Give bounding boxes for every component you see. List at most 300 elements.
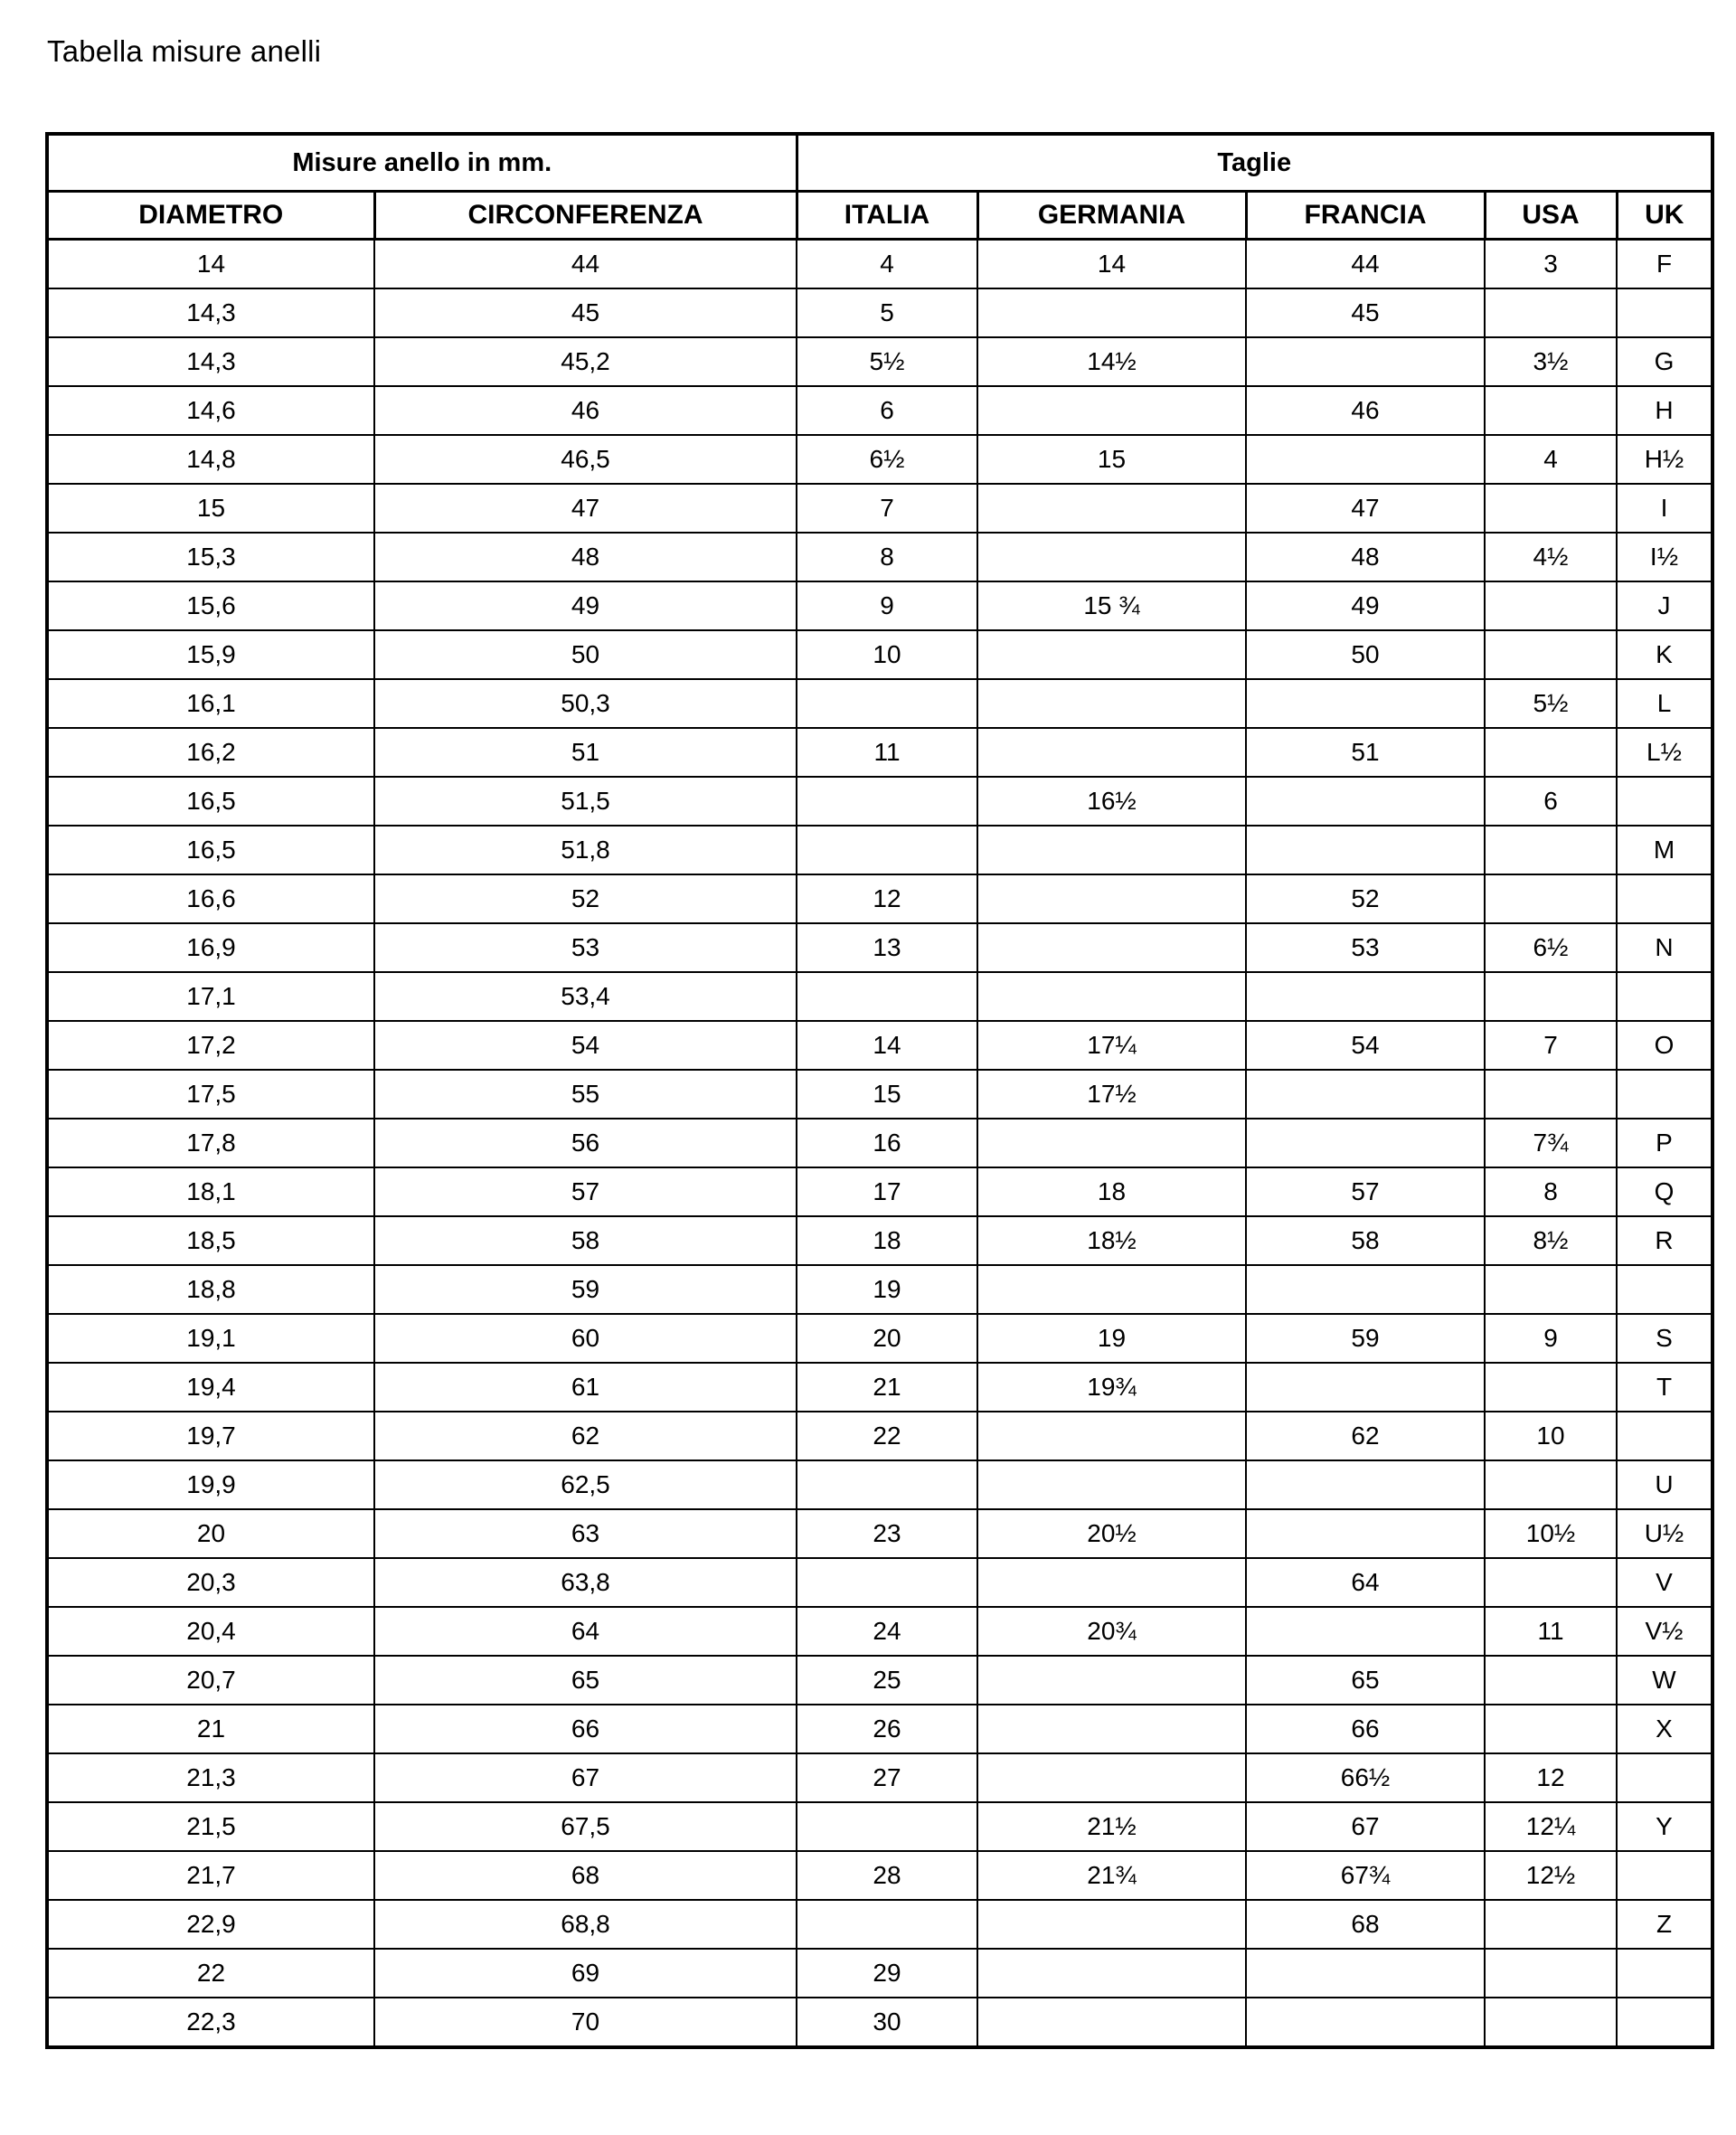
- table-cell: [1246, 1265, 1485, 1314]
- table-cell: 45,2: [374, 337, 797, 386]
- table-row: [47, 288, 1712, 337]
- table-cell: 15,6: [47, 581, 374, 630]
- table-cell: 22: [797, 1412, 977, 1460]
- table-cell: [1246, 1949, 1485, 1998]
- table-cell: 45: [1246, 288, 1485, 337]
- table-cell: 6: [1485, 777, 1617, 826]
- table-cell: K: [1617, 630, 1712, 679]
- table-cell: 67¾: [1246, 1851, 1485, 1900]
- table-cell: [1617, 1265, 1712, 1314]
- table-cell: 67: [1246, 1802, 1485, 1851]
- table-cell: I: [1617, 484, 1712, 533]
- table-cell: 20½: [977, 1509, 1246, 1558]
- table-cell: 15: [47, 484, 374, 533]
- table-row: [47, 630, 1712, 679]
- table-cell: [1617, 1998, 1712, 2047]
- table-cell: [1246, 1607, 1485, 1656]
- ring-size-table: [45, 132, 1714, 2049]
- table-cell: 16,5: [47, 826, 374, 874]
- table-row: [47, 1363, 1712, 1412]
- table-cell: 50,3: [374, 679, 797, 728]
- table-cell: W: [1617, 1656, 1712, 1705]
- table-cell: H½: [1617, 435, 1712, 484]
- table-cell: [977, 874, 1246, 923]
- table-cell: [797, 1558, 977, 1607]
- table-cell: 14½: [977, 337, 1246, 386]
- table-cell: 24: [797, 1607, 977, 1656]
- table-cell: 49: [1246, 581, 1485, 630]
- table-cell: 60: [374, 1314, 797, 1363]
- table-cell: 15 ¾: [977, 581, 1246, 630]
- table-cell: [1246, 1119, 1485, 1167]
- table-cell: X: [1617, 1705, 1712, 1753]
- table-cell: 15,3: [47, 533, 374, 581]
- table-cell: [977, 826, 1246, 874]
- table-cell: 22,3: [47, 1998, 374, 2047]
- table-cell: 18,5: [47, 1216, 374, 1265]
- table-cell: 67,5: [374, 1802, 797, 1851]
- table-cell: [1485, 1705, 1617, 1753]
- table-cell: [1246, 777, 1485, 826]
- table-cell: [977, 630, 1246, 679]
- table-cell: Z: [1617, 1900, 1712, 1949]
- table-row: [47, 1705, 1712, 1753]
- table-cell: 9: [797, 581, 977, 630]
- table-cell: 14: [977, 240, 1246, 289]
- table-cell: [1485, 1949, 1617, 1998]
- table-cell: 16,6: [47, 874, 374, 923]
- table-cell: 19: [977, 1314, 1246, 1363]
- table-cell: 6½: [1485, 923, 1617, 972]
- table-cell: 68: [374, 1851, 797, 1900]
- table-cell: 29: [797, 1949, 977, 1998]
- table-cell: 21,7: [47, 1851, 374, 1900]
- table-row: [47, 1119, 1712, 1167]
- column-header-uk: UK: [1617, 192, 1712, 240]
- table-row: [47, 1167, 1712, 1216]
- table-cell: [1617, 1753, 1712, 1802]
- table-cell: [1246, 972, 1485, 1021]
- table-cell: 57: [1246, 1167, 1485, 1216]
- table-cell: 21¾: [977, 1851, 1246, 1900]
- table-row: [47, 1949, 1712, 1998]
- column-header-diametro: DIAMETRO: [47, 192, 374, 240]
- table-cell: [977, 1460, 1246, 1509]
- table-cell: 23: [797, 1509, 977, 1558]
- table-cell: [1485, 630, 1617, 679]
- table-cell: 17½: [977, 1070, 1246, 1119]
- table-row: [47, 386, 1712, 435]
- table-cell: 16,1: [47, 679, 374, 728]
- table-cell: 18,1: [47, 1167, 374, 1216]
- table-cell: [977, 1558, 1246, 1607]
- group-header-misure-mm: Misure anello in mm.: [47, 134, 797, 192]
- table-cell: [1617, 777, 1712, 826]
- table-cell: [977, 1900, 1246, 1949]
- table-cell: 45: [374, 288, 797, 337]
- table-cell: [1617, 874, 1712, 923]
- table-cell: L: [1617, 679, 1712, 728]
- table-cell: [1617, 1851, 1712, 1900]
- table-cell: [977, 923, 1246, 972]
- table-cell: 44: [374, 240, 797, 289]
- table-cell: 62,5: [374, 1460, 797, 1509]
- table-cell: [1246, 1460, 1485, 1509]
- table-row: [47, 581, 1712, 630]
- table-cell: [797, 972, 977, 1021]
- table-cell: J: [1617, 581, 1712, 630]
- table-cell: 15,9: [47, 630, 374, 679]
- table-cell: 14,8: [47, 435, 374, 484]
- table-cell: [797, 777, 977, 826]
- table-cell: 8½: [1485, 1216, 1617, 1265]
- table-cell: 16,5: [47, 777, 374, 826]
- table-cell: 50: [374, 630, 797, 679]
- table-cell: 67: [374, 1753, 797, 1802]
- table-cell: H: [1617, 386, 1712, 435]
- table-cell: [1485, 1265, 1617, 1314]
- table-cell: 12: [1485, 1753, 1617, 1802]
- table-cell: 18½: [977, 1216, 1246, 1265]
- table-cell: [1246, 1509, 1485, 1558]
- table-cell: [977, 728, 1246, 777]
- table-cell: 5: [797, 288, 977, 337]
- table-cell: T: [1617, 1363, 1712, 1412]
- table-cell: 46: [374, 386, 797, 435]
- table-cell: 11: [1485, 1607, 1617, 1656]
- table-header: [47, 134, 1712, 240]
- table-row: [47, 1607, 1712, 1656]
- table-cell: 27: [797, 1753, 977, 1802]
- table-cell: 4: [797, 240, 977, 289]
- table-cell: [797, 679, 977, 728]
- table-cell: 62: [374, 1412, 797, 1460]
- table-cell: 14,3: [47, 288, 374, 337]
- table-cell: 65: [374, 1656, 797, 1705]
- table-cell: [1617, 1412, 1712, 1460]
- table-cell: 47: [374, 484, 797, 533]
- table-cell: 51,8: [374, 826, 797, 874]
- table-cell: 53: [1246, 923, 1485, 972]
- table-row: [47, 435, 1712, 484]
- table-cell: 52: [1246, 874, 1485, 923]
- table-cell: 17,2: [47, 1021, 374, 1070]
- table-cell: 12: [797, 874, 977, 923]
- table-cell: 63,8: [374, 1558, 797, 1607]
- table-cell: 28: [797, 1851, 977, 1900]
- table-cell: 21,5: [47, 1802, 374, 1851]
- table-cell: [797, 1460, 977, 1509]
- table-cell: 20,3: [47, 1558, 374, 1607]
- table-cell: 46: [1246, 386, 1485, 435]
- table-cell: 19,7: [47, 1412, 374, 1460]
- table-row: [47, 777, 1712, 826]
- table-cell: [1246, 435, 1485, 484]
- table-cell: [1246, 1998, 1485, 2047]
- table-cell: [977, 1998, 1246, 2047]
- table-cell: 57: [374, 1167, 797, 1216]
- table-cell: 22,9: [47, 1900, 374, 1949]
- table-cell: 47: [1246, 484, 1485, 533]
- table-row: [47, 1265, 1712, 1314]
- table-cell: 17¼: [977, 1021, 1246, 1070]
- table-cell: [977, 533, 1246, 581]
- table-cell: [977, 1705, 1246, 1753]
- table-cell: 48: [374, 533, 797, 581]
- table-cell: 5½: [1485, 679, 1617, 728]
- table-cell: Y: [1617, 1802, 1712, 1851]
- table-row: [47, 1216, 1712, 1265]
- table-cell: Q: [1617, 1167, 1712, 1216]
- table-cell: 15: [797, 1070, 977, 1119]
- table-cell: 44: [1246, 240, 1485, 289]
- table-cell: 46,5: [374, 435, 797, 484]
- table-cell: 14,3: [47, 337, 374, 386]
- table-row: [47, 1656, 1712, 1705]
- table-cell: [977, 386, 1246, 435]
- table-cell: [1246, 1363, 1485, 1412]
- table-cell: 19¾: [977, 1363, 1246, 1412]
- table-row: [47, 923, 1712, 972]
- table-row: [47, 484, 1712, 533]
- table-cell: 26: [797, 1705, 977, 1753]
- table-cell: 6½: [797, 435, 977, 484]
- table-cell: [1246, 1070, 1485, 1119]
- table-cell: 19,1: [47, 1314, 374, 1363]
- table-cell: 16,2: [47, 728, 374, 777]
- table-cell: 13: [797, 923, 977, 972]
- table-cell: 61: [374, 1363, 797, 1412]
- table-cell: 58: [374, 1216, 797, 1265]
- table-cell: [977, 1265, 1246, 1314]
- table-cell: 48: [1246, 533, 1485, 581]
- table-cell: [1246, 679, 1485, 728]
- table-cell: 59: [1246, 1314, 1485, 1363]
- table-cell: 14: [797, 1021, 977, 1070]
- table-cell: 3½: [1485, 337, 1617, 386]
- table-cell: 62: [1246, 1412, 1485, 1460]
- table-cell: 7¾: [1485, 1119, 1617, 1167]
- table-cell: 10½: [1485, 1509, 1617, 1558]
- table-row: [47, 1314, 1712, 1363]
- table-row: [47, 1900, 1712, 1949]
- table-cell: 68,8: [374, 1900, 797, 1949]
- table-cell: 25: [797, 1656, 977, 1705]
- table-cell: [1617, 1070, 1712, 1119]
- table-cell: I½: [1617, 533, 1712, 581]
- column-header-circonferenza: CIRCONFERENZA: [374, 192, 797, 240]
- table-cell: 17,8: [47, 1119, 374, 1167]
- table-row: [47, 728, 1712, 777]
- table-cell: 64: [1246, 1558, 1485, 1607]
- column-header-germania: GERMANIA: [977, 192, 1246, 240]
- table-cell: [797, 1900, 977, 1949]
- table-cell: F: [1617, 240, 1712, 289]
- table-cell: [1485, 874, 1617, 923]
- table-cell: 51,5: [374, 777, 797, 826]
- table-cell: 19,9: [47, 1460, 374, 1509]
- table-cell: 16½: [977, 777, 1246, 826]
- table-cell: [1485, 484, 1617, 533]
- table-cell: [1485, 386, 1617, 435]
- table-row: [47, 1558, 1712, 1607]
- table-cell: 63: [374, 1509, 797, 1558]
- table-cell: 19: [797, 1265, 977, 1314]
- table-row: [47, 1851, 1712, 1900]
- table-cell: 5½: [797, 337, 977, 386]
- table-cell: 15: [977, 435, 1246, 484]
- table-row: [47, 1460, 1712, 1509]
- table-cell: 52: [374, 874, 797, 923]
- table-cell: 18: [977, 1167, 1246, 1216]
- table-cell: 14: [47, 240, 374, 289]
- table-cell: 12½: [1485, 1851, 1617, 1900]
- table-cell: 20,4: [47, 1607, 374, 1656]
- column-header-row: [47, 192, 1712, 240]
- table-cell: G: [1617, 337, 1712, 386]
- table-cell: [1485, 1656, 1617, 1705]
- table-cell: 66½: [1246, 1753, 1485, 1802]
- table-cell: [1617, 288, 1712, 337]
- table-cell: [977, 1949, 1246, 1998]
- table-cell: 11: [797, 728, 977, 777]
- table-cell: [797, 826, 977, 874]
- column-header-italia: ITALIA: [797, 192, 977, 240]
- table-cell: 7: [797, 484, 977, 533]
- table-cell: 50: [1246, 630, 1485, 679]
- table-cell: 20: [47, 1509, 374, 1558]
- table-cell: [1485, 288, 1617, 337]
- table-cell: 49: [374, 581, 797, 630]
- table-cell: [977, 1412, 1246, 1460]
- table-cell: 16: [797, 1119, 977, 1167]
- table-cell: [977, 679, 1246, 728]
- table-cell: [1485, 826, 1617, 874]
- group-header-row: [47, 134, 1712, 192]
- table-row: [47, 1998, 1712, 2047]
- table-cell: [1485, 1558, 1617, 1607]
- table-body: [47, 240, 1712, 2048]
- table-cell: 65: [1246, 1656, 1485, 1705]
- table-cell: 22: [47, 1949, 374, 1998]
- table-cell: 18,8: [47, 1265, 374, 1314]
- table-cell: 53: [374, 923, 797, 972]
- table-cell: 17,1: [47, 972, 374, 1021]
- table-row: [47, 874, 1712, 923]
- table-cell: 17: [797, 1167, 977, 1216]
- table-cell: [1485, 1460, 1617, 1509]
- column-header-francia: FRANCIA: [1246, 192, 1485, 240]
- table-cell: 64: [374, 1607, 797, 1656]
- table-cell: [977, 288, 1246, 337]
- table-cell: 4½: [1485, 533, 1617, 581]
- table-row: [47, 240, 1712, 289]
- table-cell: [1485, 1070, 1617, 1119]
- table-cell: 66: [374, 1705, 797, 1753]
- table-cell: M: [1617, 826, 1712, 874]
- table-cell: R: [1617, 1216, 1712, 1265]
- table-cell: [977, 1119, 1246, 1167]
- table-cell: 18: [797, 1216, 977, 1265]
- table-cell: 10: [1485, 1412, 1617, 1460]
- page-title: Tabella misure anelli: [47, 34, 322, 68]
- table-cell: 17,5: [47, 1070, 374, 1119]
- table-cell: S: [1617, 1314, 1712, 1363]
- table-cell: [1485, 1363, 1617, 1412]
- column-header-usa: USA: [1485, 192, 1617, 240]
- table-row: [47, 826, 1712, 874]
- table-cell: 59: [374, 1265, 797, 1314]
- table-cell: [1246, 826, 1485, 874]
- table-cell: [1485, 1998, 1617, 2047]
- table-cell: [1485, 581, 1617, 630]
- table-cell: 4: [1485, 435, 1617, 484]
- table-cell: V½: [1617, 1607, 1712, 1656]
- table-cell: 55: [374, 1070, 797, 1119]
- table-cell: [977, 1753, 1246, 1802]
- table-cell: 30: [797, 1998, 977, 2047]
- table-cell: U: [1617, 1460, 1712, 1509]
- table-cell: 66: [1246, 1705, 1485, 1753]
- table-cell: 20¾: [977, 1607, 1246, 1656]
- table-cell: V: [1617, 1558, 1712, 1607]
- table-cell: 70: [374, 1998, 797, 2047]
- table-row: [47, 679, 1712, 728]
- group-header-taglie: Taglie: [797, 134, 1712, 192]
- table-row: [47, 1412, 1712, 1460]
- table-cell: 16,9: [47, 923, 374, 972]
- table-cell: 8: [797, 533, 977, 581]
- table-row: [47, 337, 1712, 386]
- table-cell: 14,6: [47, 386, 374, 435]
- table-cell: 9: [1485, 1314, 1617, 1363]
- table-row: [47, 1070, 1712, 1119]
- table-cell: [1485, 728, 1617, 777]
- table-row: [47, 1021, 1712, 1070]
- table-cell: 20,7: [47, 1656, 374, 1705]
- table-cell: 10: [797, 630, 977, 679]
- table-cell: [797, 1802, 977, 1851]
- table-cell: O: [1617, 1021, 1712, 1070]
- table-cell: [1246, 337, 1485, 386]
- table-cell: [977, 1656, 1246, 1705]
- table-row: [47, 533, 1712, 581]
- table-cell: 58: [1246, 1216, 1485, 1265]
- table-cell: 19,4: [47, 1363, 374, 1412]
- table-cell: 54: [1246, 1021, 1485, 1070]
- table-cell: 12¼: [1485, 1802, 1617, 1851]
- table-cell: 54: [374, 1021, 797, 1070]
- table-cell: [1617, 972, 1712, 1021]
- table-row: [47, 1802, 1712, 1851]
- table-cell: 68: [1246, 1900, 1485, 1949]
- table-cell: 69: [374, 1949, 797, 1998]
- table-cell: N: [1617, 923, 1712, 972]
- table-cell: 20: [797, 1314, 977, 1363]
- table-cell: [977, 484, 1246, 533]
- table-cell: 6: [797, 386, 977, 435]
- table-cell: 21,3: [47, 1753, 374, 1802]
- table-cell: 53,4: [374, 972, 797, 1021]
- table-cell: 56: [374, 1119, 797, 1167]
- table-cell: 3: [1485, 240, 1617, 289]
- table-cell: 51: [374, 728, 797, 777]
- table-cell: [1485, 1900, 1617, 1949]
- table-cell: 21: [47, 1705, 374, 1753]
- table-cell: 21: [797, 1363, 977, 1412]
- table-cell: L½: [1617, 728, 1712, 777]
- table-cell: [1617, 1949, 1712, 1998]
